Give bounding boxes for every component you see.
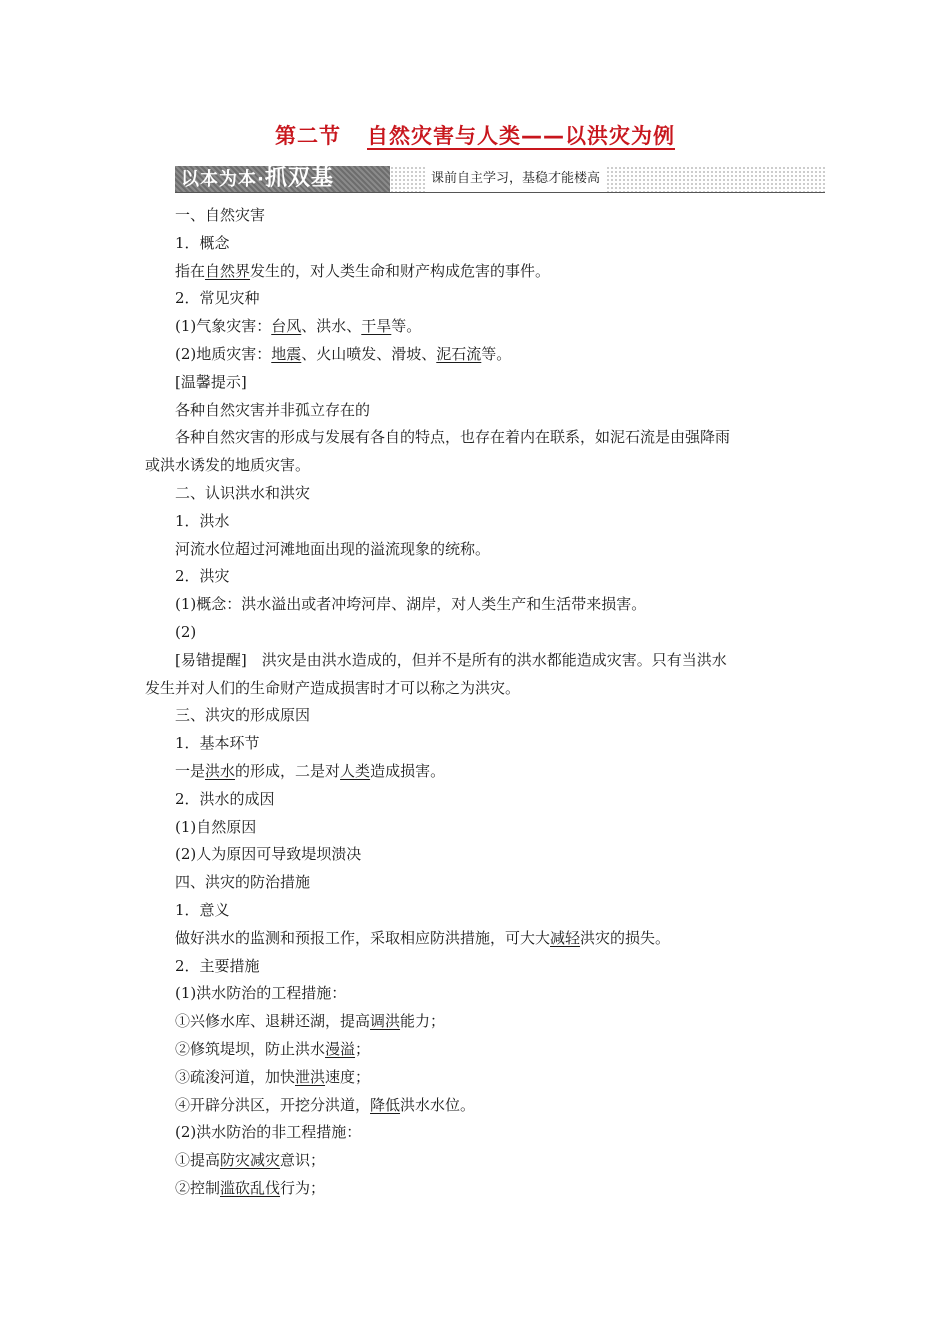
subheading-flood-water: 1．洪水 [175,511,230,530]
blank-answer: 漫溢 [325,1039,356,1058]
blank-answer: 干旱 [361,317,392,336]
text-line: ③疏浚河道，加快泄洪速度； [175,1067,371,1086]
tip-label: [温馨提示] [175,372,247,391]
text-line: 做好洪水的监测和预报工作，采取相应防洪措施，可大大减轻洪灾的损失。 [175,928,671,947]
subheading-concept: 1．概念 [175,233,230,252]
heading-causes: 三、洪灾的形成原因 [175,706,311,725]
text-line: ①提高防灾减灾意识； [175,1151,326,1170]
blank-answer: 洪水 [205,761,236,780]
blank-answer: 减轻 [550,928,581,947]
text-line: 发生并对人们的生命财产造成损害时才可以称之为洪灾。 [145,678,521,697]
blank-answer: 泥石流 [436,344,482,363]
subheading-flood-causes: 2．洪水的成因 [175,789,275,808]
text-line: (2) [175,622,197,641]
blank-answer: 降低 [370,1095,401,1114]
heading-natural-disaster: 一、自然灾害 [175,206,266,224]
banner-motto: 课前自主学习，基稳才能楼高 [425,166,606,192]
subheading-measures: 2．主要措施 [175,956,260,975]
heading-flood: 二、认识洪水和洪灾 [175,483,311,502]
banner-dotted-strip [390,166,825,192]
blank-answer: 自然界 [205,261,251,280]
text-line: 一是洪水的形成，二是对人类造成损害。 [175,761,446,780]
text-line: (2)人为原因可导致堤坝溃决 [175,845,362,864]
text-line: 各种自然灾害的形成与发展有各自的特点，也存在着内在联系，如泥石流是由强降雨 [175,428,731,447]
text-line: (1)洪水防治的工程措施： [175,984,347,1003]
text-line: (1)概念：洪水溢出或者冲垮河岸、湖岸，对人类生产和生活带来损害。 [175,595,647,614]
banner-label-small: 以本为本· [181,169,265,190]
text-line: 河流水位超过河滩地面出现的溢流现象的统称。 [175,539,491,558]
subheading-significance: 1．意义 [175,900,230,919]
blank-answer: 滥砍乱伐 [220,1178,281,1197]
text-line: ②修筑堤坝，防止洪水漫溢； [175,1039,371,1058]
section-banner [175,166,825,193]
banner-label-big: 抓双基 [264,166,334,191]
blank-answer: 地震 [271,344,302,363]
text-line: (1)气象灾害：台风、洪水、干旱等。 [175,317,422,336]
subheading-basic-links: 1．基本环节 [175,734,260,753]
text-line: ②控制滥砍乱伐行为； [175,1178,326,1197]
text-line: (2)洪水防治的非工程措施： [175,1123,362,1142]
text-line: 或洪水诱发的地质灾害。 [145,456,311,475]
subheading-flood-disaster: 2．洪灾 [175,567,230,586]
document-body [145,202,825,1203]
banner-label [175,166,390,192]
blank-answer: 防灾减灾 [220,1151,281,1170]
text-line: (2)地质灾害：地震、火山喷发、滑坡、泥石流等。 [175,344,512,363]
caution-note: [易错提醒] 洪灾是由洪水造成的，但并不是所有的洪水都能造成灾害。只有当洪水 [175,650,727,669]
text-line: (1)自然原因 [175,817,257,836]
blank-answer: 调洪 [370,1012,401,1031]
page-title [0,120,950,150]
blank-answer: 泄洪 [295,1067,326,1086]
subheading-types: 2．常见灾种 [175,289,260,308]
section-topic: 自然灾害与人类——以洪灾为例 [367,124,675,148]
text-line: 各种自然灾害并非孤立存在的 [175,400,371,419]
text-line: 指在自然界发生的，对人类生命和财产构成危害的事件。 [175,261,551,280]
text-line: ④开辟分洪区，开挖分洪道，降低洪水水位。 [175,1095,476,1114]
blank-answer: 台风 [271,317,302,336]
heading-prevention: 四、洪灾的防治措施 [175,873,311,892]
section-number: 第二节 [275,124,341,148]
blank-answer: 人类 [340,761,371,780]
text-line: ①兴修水库、退耕还湖，提高调洪能力； [175,1012,446,1031]
